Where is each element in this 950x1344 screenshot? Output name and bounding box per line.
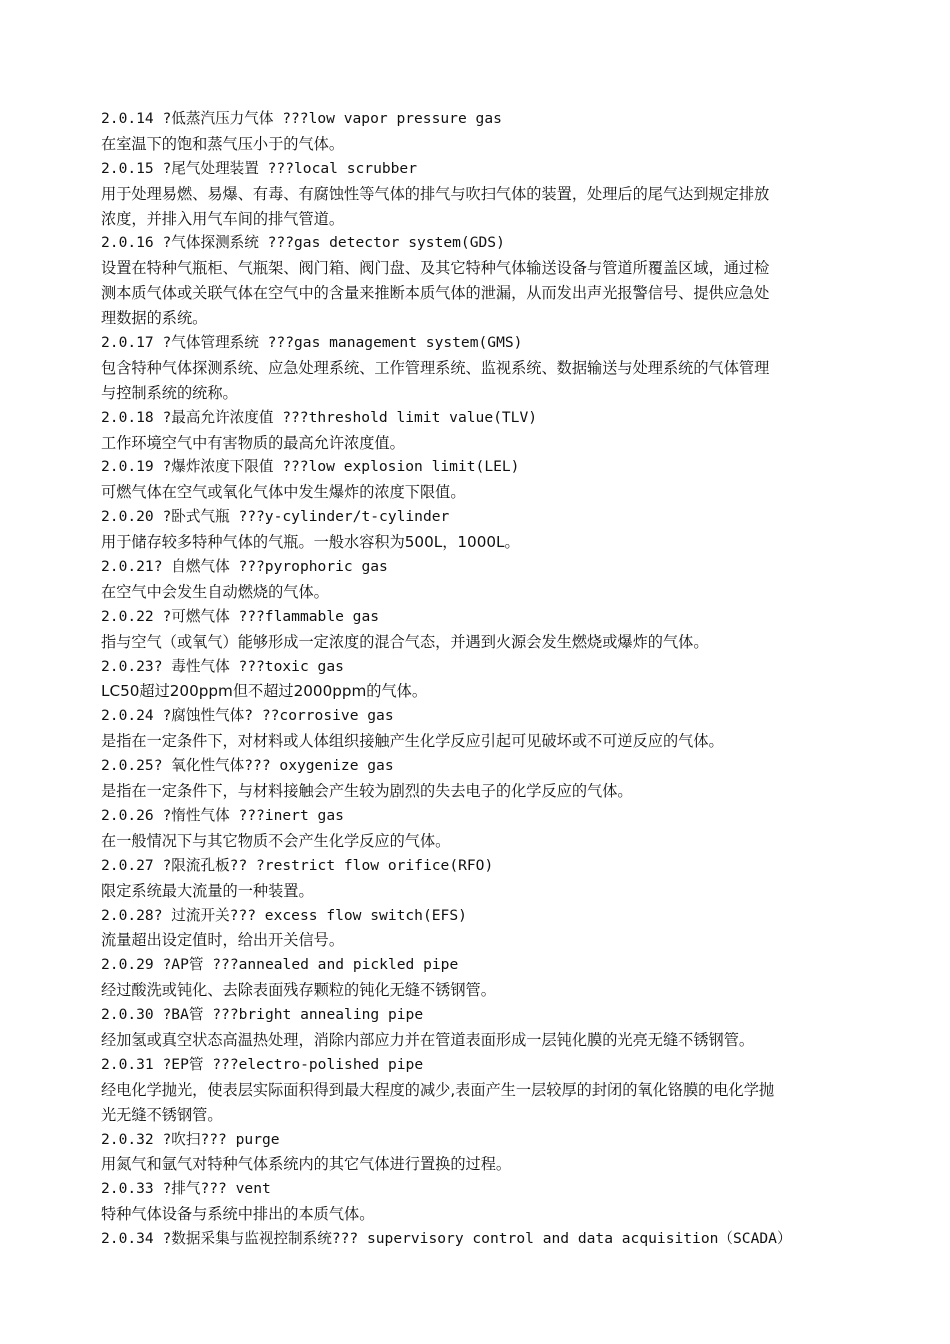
term-heading: 2.0.33 ?排气??? vent (101, 1180, 271, 1198)
definition-line: LC50超过200ppm但不超过2000ppm的气体。 (101, 682, 428, 701)
entry-2-0-16 (101, 231, 853, 331)
entry-2-0-23 (101, 655, 853, 705)
term-heading: 2.0.22 ?可燃气体 ???flammable gas (101, 607, 380, 625)
term-heading: 2.0.26 ?惰性气体 ???inert gas (101, 806, 344, 824)
term-heading: 2.0.31 ?EP管 ???electro-polished pipe (101, 1055, 424, 1073)
definition-line: 是指在一定条件下，对材料或人体组织接触产生化学反应引起可见破坏或不可逆反应的气体。 (101, 732, 724, 751)
definition-line: 经过酸洗或钝化、去除表面残存颗粒的钝化无缝不锈钢管。 (101, 981, 496, 1000)
entry-2-0-30 (101, 1003, 853, 1053)
entry-2-0-22 (101, 605, 853, 655)
definition-line: 与控制系统的统称。 (101, 383, 238, 402)
term-heading: 2.0.34 ?数据采集与监视控制系统??? supervisory control and data acquisition（SCADA） (101, 1230, 792, 1248)
definition-line: 工作环境空气中有害物质的最高允许浓度值。 (101, 433, 405, 452)
entry-2-0-14 (101, 107, 853, 157)
definition-line: 在空气中会发生自动燃烧的气体。 (101, 582, 329, 601)
entry-2-0-29 (101, 953, 853, 1003)
definition-line: 测本质气体或关联气体在空气中的含量来推断本质气体的泄漏，从而发出声光报警信号、提供应急处 (101, 284, 770, 303)
entry-2-0-15 (101, 157, 853, 232)
definition-line: 经加氢或真空状态高温热处理，消除内部应力并在管道表面形成一层钝化膜的光亮无缝不锈钢管。 (101, 1030, 755, 1049)
entry-2-0-34 (101, 1227, 853, 1252)
definition-line: 设置在特种气瓶柜、气瓶架、阀门箱、阀门盘、及其它特种气体输送设备与管道所覆盖区域，通过检 (101, 259, 770, 278)
entry-2-0-17 (101, 331, 853, 406)
term-heading: 2.0.23? 毒性气体 ???toxic gas (101, 657, 344, 675)
definition-line: 是指在一定条件下，与材料接触会产生较为剧烈的失去电子的化学反应的气体。 (101, 782, 633, 801)
definition-line: 光无缝不锈钢管。 (101, 1105, 223, 1124)
term-heading: 2.0.21? 自燃气体 ???pyrophoric gas (101, 558, 388, 576)
entry-2-0-24 (101, 704, 853, 754)
definition-line: 可燃气体在空气或氧化气体中发生爆炸的浓度下限值。 (101, 483, 466, 502)
term-heading: 2.0.29 ?AP管 ???annealed and pickled pipe (101, 956, 459, 974)
term-heading: 2.0.25? 氧化性气体??? oxygenize gas (101, 757, 394, 775)
definition-line: 经电化学抛光，使表层实际面积得到最大程度的减少,表面产生一层较厚的封闭的氧化铬膜的电化学抛 (101, 1080, 775, 1099)
definition-line: 特种气体设备与系统中排出的本质气体。 (101, 1205, 375, 1224)
term-heading: 2.0.18 ?最高允许浓度值 ???threshold limit value(TLV) (101, 408, 538, 426)
entry-2-0-31 (101, 1053, 853, 1128)
term-heading: 2.0.16 ?气体探测系统 ???gas detector system(GDS) (101, 234, 505, 252)
definition-line: 包含特种气体探测系统、应急处理系统、工作管理系统、监视系统、数据输送与处理系统的气体管理 (101, 358, 770, 377)
term-heading: 2.0.19 ?爆炸浓度下限值 ???low explosion limit(LEL) (101, 458, 520, 476)
definition-line: 指与空气（或氧气）能够形成一定浓度的混合气态，并遇到火源会发生燃烧或爆炸的气体。 (101, 632, 709, 651)
definition-line: 流量超出设定值时，给出开关信号。 (101, 931, 344, 950)
definition-line: 浓度，并排入用气车间的排气管道。 (101, 209, 344, 228)
entry-2-0-28 (101, 904, 853, 954)
entry-2-0-32 (101, 1128, 853, 1178)
definition-line: 用于处理易燃、易爆、有毒、有腐蚀性等气体的排气与吹扫气体的装置，处理后的尾气达到规定排放 (101, 184, 770, 203)
entry-2-0-26 (101, 804, 853, 854)
entry-2-0-21 (101, 555, 853, 605)
definition-line: 在室温下的饱和蒸气压小于的气体。 (101, 134, 344, 153)
entry-2-0-19 (101, 455, 853, 505)
term-heading: 2.0.17 ?气体管理系统 ???gas management system(GMS) (101, 334, 523, 352)
term-heading: 2.0.30 ?BA管 ???bright annealing pipe (101, 1006, 424, 1024)
entry-2-0-20 (101, 505, 853, 555)
term-heading: 2.0.28? 过流开关??? excess flow switch(EFS) (101, 906, 467, 924)
definition-line: 在一般情况下与其它物质不会产生化学反应的气体。 (101, 831, 451, 850)
entry-2-0-27 (101, 854, 853, 904)
term-heading: 2.0.20 ?卧式气瓶 ???y-cylinder/t-cylinder (101, 508, 450, 526)
entry-2-0-25 (101, 754, 853, 804)
definition-line: 理数据的系统。 (101, 309, 208, 328)
term-heading: 2.0.27 ?限流孔板?? ?restrict flow orifice(RFO) (101, 856, 494, 874)
definition-line: 限定系统最大流量的一种装置。 (101, 881, 314, 900)
term-heading: 2.0.14 ?低蒸汽压力气体 ???low vapor pressure gas (101, 110, 502, 127)
term-heading: 2.0.15 ?尾气处理装置 ???local scrubber (101, 159, 418, 177)
term-heading: 2.0.32 ?吹扫??? purge (101, 1130, 280, 1148)
document-body (101, 107, 853, 1252)
entry-2-0-18 (101, 406, 853, 456)
entry-2-0-33 (101, 1177, 853, 1227)
term-heading: 2.0.24 ?腐蚀性气体? ??corrosive gas (101, 707, 394, 725)
definition-line: 用氮气和氩气对特种气体系统内的其它气体进行置换的过程。 (101, 1155, 512, 1174)
definition-line: 用于储存较多特种气体的气瓶。一般水容积为500L，1000L。 (101, 533, 520, 552)
